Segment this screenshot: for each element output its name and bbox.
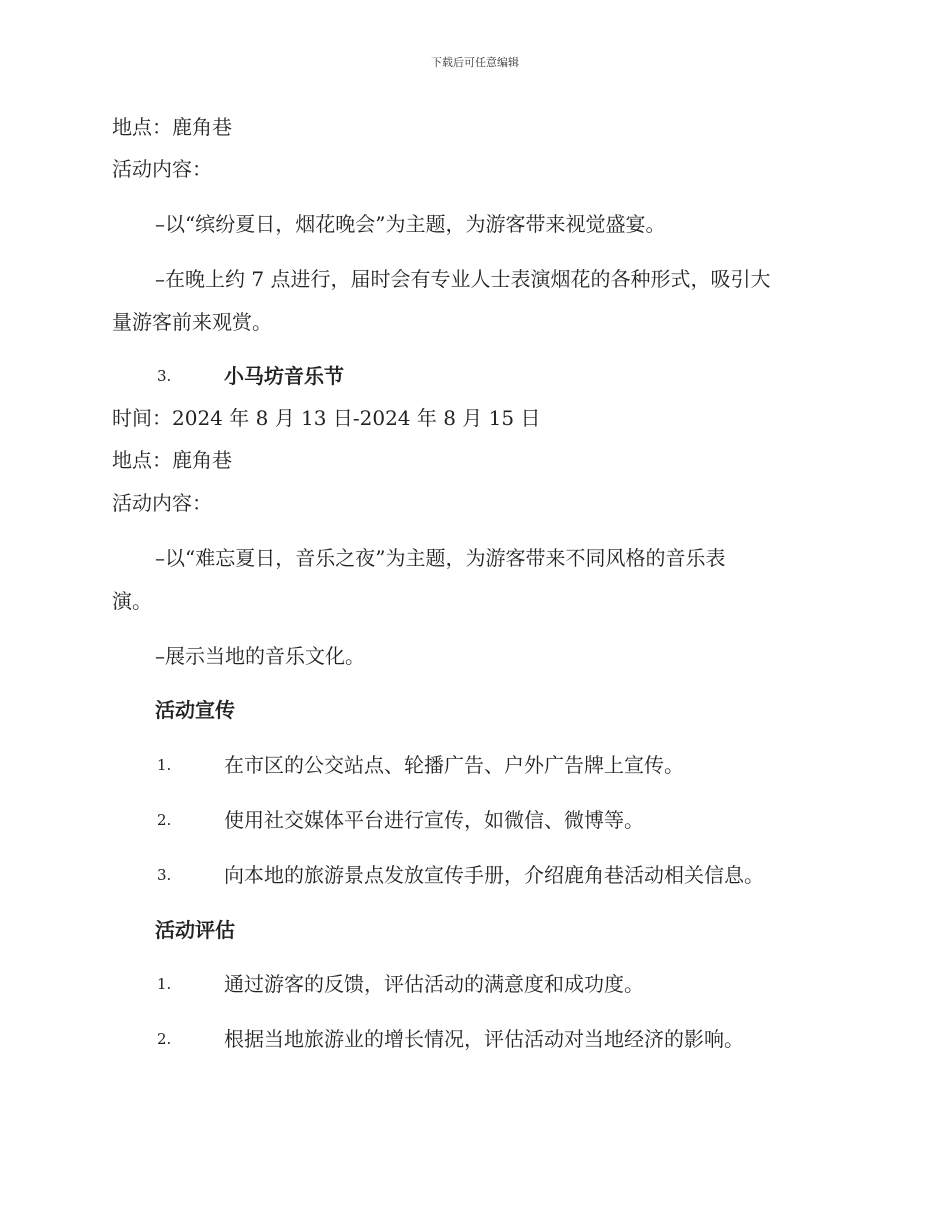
festival3-location: 地点：鹿角巷 xyxy=(112,448,232,472)
evaluation-heading: 活动评估 xyxy=(155,918,235,942)
festival2-bullet-2: –在晚上约 7 点进行，届时会有专业人士表演烟花的各种形式，吸引大 xyxy=(155,267,771,291)
evaluation-item-1: 通过游客的反馈，评估活动的满意度和成功度。 xyxy=(224,972,644,996)
promotion-item-1: 在市区的公交站点、轮播广告、户外广告牌上宣传。 xyxy=(224,753,684,777)
festival3-title: 小马坊音乐节 xyxy=(224,364,344,388)
festival3-bullet-1: –以“难忘夏日，音乐之夜”为主题，为游客带来不同风格的音乐表 xyxy=(155,546,726,570)
festival3-bullet-1-cont: 演。 xyxy=(112,589,152,613)
page-header: 下载后可任意编辑 xyxy=(431,56,519,69)
festival3-bullet-2: –展示当地的音乐文化。 xyxy=(155,644,365,668)
festival2-location: 地点：鹿角巷 xyxy=(112,115,232,139)
festival3-content-label: 活动内容： xyxy=(112,491,212,515)
promotion-heading: 活动宣传 xyxy=(155,698,235,722)
evaluation-item-1-number: 1. xyxy=(157,975,172,993)
promotion-item-3-number: 3. xyxy=(157,866,172,884)
promotion-item-3: 向本地的旅游景点发放宣传手册，介绍鹿角巷活动相关信息。 xyxy=(224,863,764,887)
promotion-item-2-number: 2. xyxy=(157,811,172,829)
festival2-content-label: 活动内容： xyxy=(112,157,212,181)
evaluation-item-2-number: 2. xyxy=(157,1030,172,1048)
promotion-item-1-number: 1. xyxy=(157,756,172,774)
promotion-item-2: 使用社交媒体平台进行宣传，如微信、微博等。 xyxy=(224,808,644,832)
festival3-number: 3. xyxy=(157,367,172,385)
festival3-time: 时间：2024 年 8 月 13 日-2024 年 8 月 15 日 xyxy=(112,406,541,430)
festival2-bullet-2-cont: 量游客前来观赏。 xyxy=(112,310,272,334)
festival2-bullet-1: –以“缤纷夏日，烟花晚会”为主题，为游客带来视觉盛宴。 xyxy=(155,212,666,236)
evaluation-item-2: 根据当地旅游业的增长情况，评估活动对当地经济的影响。 xyxy=(224,1027,744,1051)
